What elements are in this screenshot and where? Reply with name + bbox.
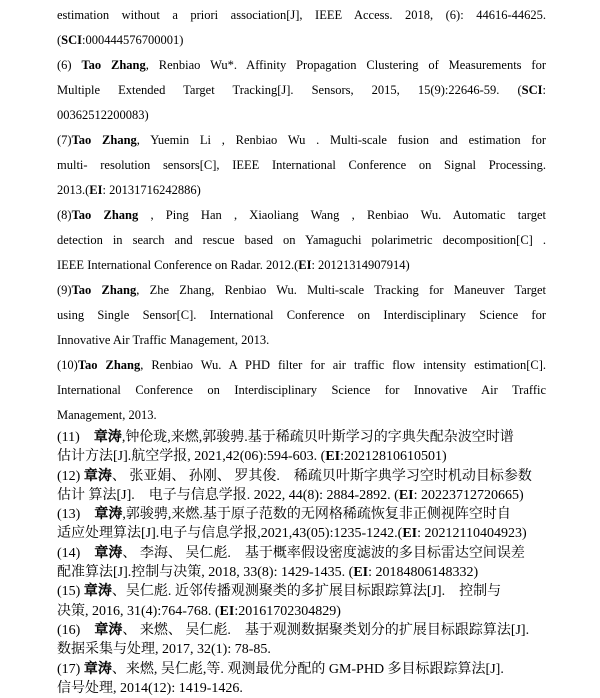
reference-line: 00362512200083)	[57, 108, 149, 122]
reference-15	[57, 582, 546, 621]
reference-line: (15) 章涛、吴仁彪. 近邻传播观测聚类的多扩展目标跟踪算法[J]. 控制与	[57, 584, 502, 600]
reference-line: Innovative Air Traffic Management, 2013.	[57, 333, 270, 347]
reference-11	[57, 428, 546, 467]
reference-12	[57, 467, 546, 506]
reference-8	[57, 203, 546, 278]
reference-line: (8)Tao Zhang , Ping Han , Xiaoliang Wang , Renbiao Wu. Automatic target	[57, 208, 546, 222]
reference-line: (13) 章涛,郭骏骋,来燃.基于原子范数的无网格稀疏恢复非正侧视阵空时自	[57, 507, 511, 523]
reference-line: (17) 章涛、来燃, 吴仁彪,等. 观测最优分配的 GM-PHD 多目标跟踪算法[J].	[57, 661, 504, 677]
reference-6	[57, 53, 546, 128]
reference-line: (SCI:000444576700001)	[57, 33, 184, 47]
reference-14	[57, 544, 546, 583]
reference-line: using Single Sensor[C]. International Conference on Interdisciplinary Science for	[57, 308, 546, 322]
reference-line: IEEE International Conference on Radar. 2012.(EI: 20121314907914)	[57, 258, 410, 272]
reference-line: 2013.(EI: 20131716242886)	[57, 183, 201, 197]
reference-line: (16) 章涛、 来燃、 吴仁彪. 基于观测数据聚类划分的扩展目标跟踪算法[J].	[57, 622, 530, 638]
reference-line: 信号处理, 2014(12): 1419-1426.	[57, 680, 243, 696]
reference-line: (11) 章涛,钟伦珑,来燃,郭骏骋.基于稀疏贝叶斯学习的字典失配杂波空时谱	[57, 430, 514, 445]
reference-line: 估计方法[J].航空学报, 2021,42(06):594-603. (EI:20212810610501)	[57, 449, 447, 465]
reference-line: (7)Tao Zhang, Yuemin Li , Renbiao Wu . Multi-scale fusion and estimation for	[57, 133, 546, 147]
reference-line: 估计 算法[J]. 电子与信息学报. 2022, 44(8): 2884-2892. (EI: 20223712720665)	[57, 487, 524, 503]
reference-line: 适应处理算法[J].电子与信息学报,2021,43(05):1235-1242.(EI: 20212110404923)	[57, 526, 527, 542]
reference-line: (10)Tao Zhang, Renbiao Wu. A PHD filter for air traffic flow intensity estimation[C].	[57, 358, 546, 372]
reference-line: 数据采集与处理, 2017, 32(1): 78-85.	[57, 642, 271, 658]
reference-line: 决策, 2016, 31(4):764-768. (EI:20161702304829)	[57, 603, 341, 619]
reference-13	[57, 505, 546, 544]
reference-line: (12) 章涛、 张亚娟、 孙刚、 罗其俊. 稀疏贝叶斯字典学习空时机动目标参数	[57, 468, 532, 484]
reference-line: (14) 章涛、 李海、 吴仁彪. 基于概率假设密度滤波的多目标雷达空间误差	[57, 545, 525, 561]
reference-line: estimation without a priori association[J], IEEE Access. 2018, (6): 44616-44625.	[57, 8, 546, 22]
reference-line: (6) Tao Zhang, Renbiao Wu*. Affinity Propagation Clustering of Measurements for	[57, 58, 546, 72]
english-reference-section	[57, 3, 546, 428]
reference-line: (9)Tao Zhang, Zhe Zhang, Renbiao Wu. Multi-scale Tracking for Maneuver Target	[57, 283, 546, 297]
reference-line: detection in search and rescue based on Yamaguchi polarimetric decomposition[C] .	[57, 233, 546, 247]
chinese-reference-section	[57, 428, 546, 698]
reference-9	[57, 278, 546, 353]
reference-5-continuation	[57, 3, 546, 53]
reference-17	[57, 660, 546, 698]
reference-16	[57, 621, 546, 660]
reference-7	[57, 128, 546, 203]
reference-line: Management, 2013.	[57, 408, 157, 422]
reference-line: multi- resolution sensors[C], IEEE International Conference on Signal Processing.	[57, 158, 546, 172]
reference-10	[57, 353, 546, 428]
reference-line: International Conference on Interdisciplinary Science for Innovative Air Traffic	[57, 383, 546, 397]
reference-line: 配准算法[J].控制与决策, 2018, 33(8): 1429-1435. (EI: 20184806148332)	[57, 565, 479, 581]
reference-line: Multiple Extended Target Tracking[J]. Sensors, 2015, 15(9):22646-59. (SCI:	[57, 83, 546, 97]
